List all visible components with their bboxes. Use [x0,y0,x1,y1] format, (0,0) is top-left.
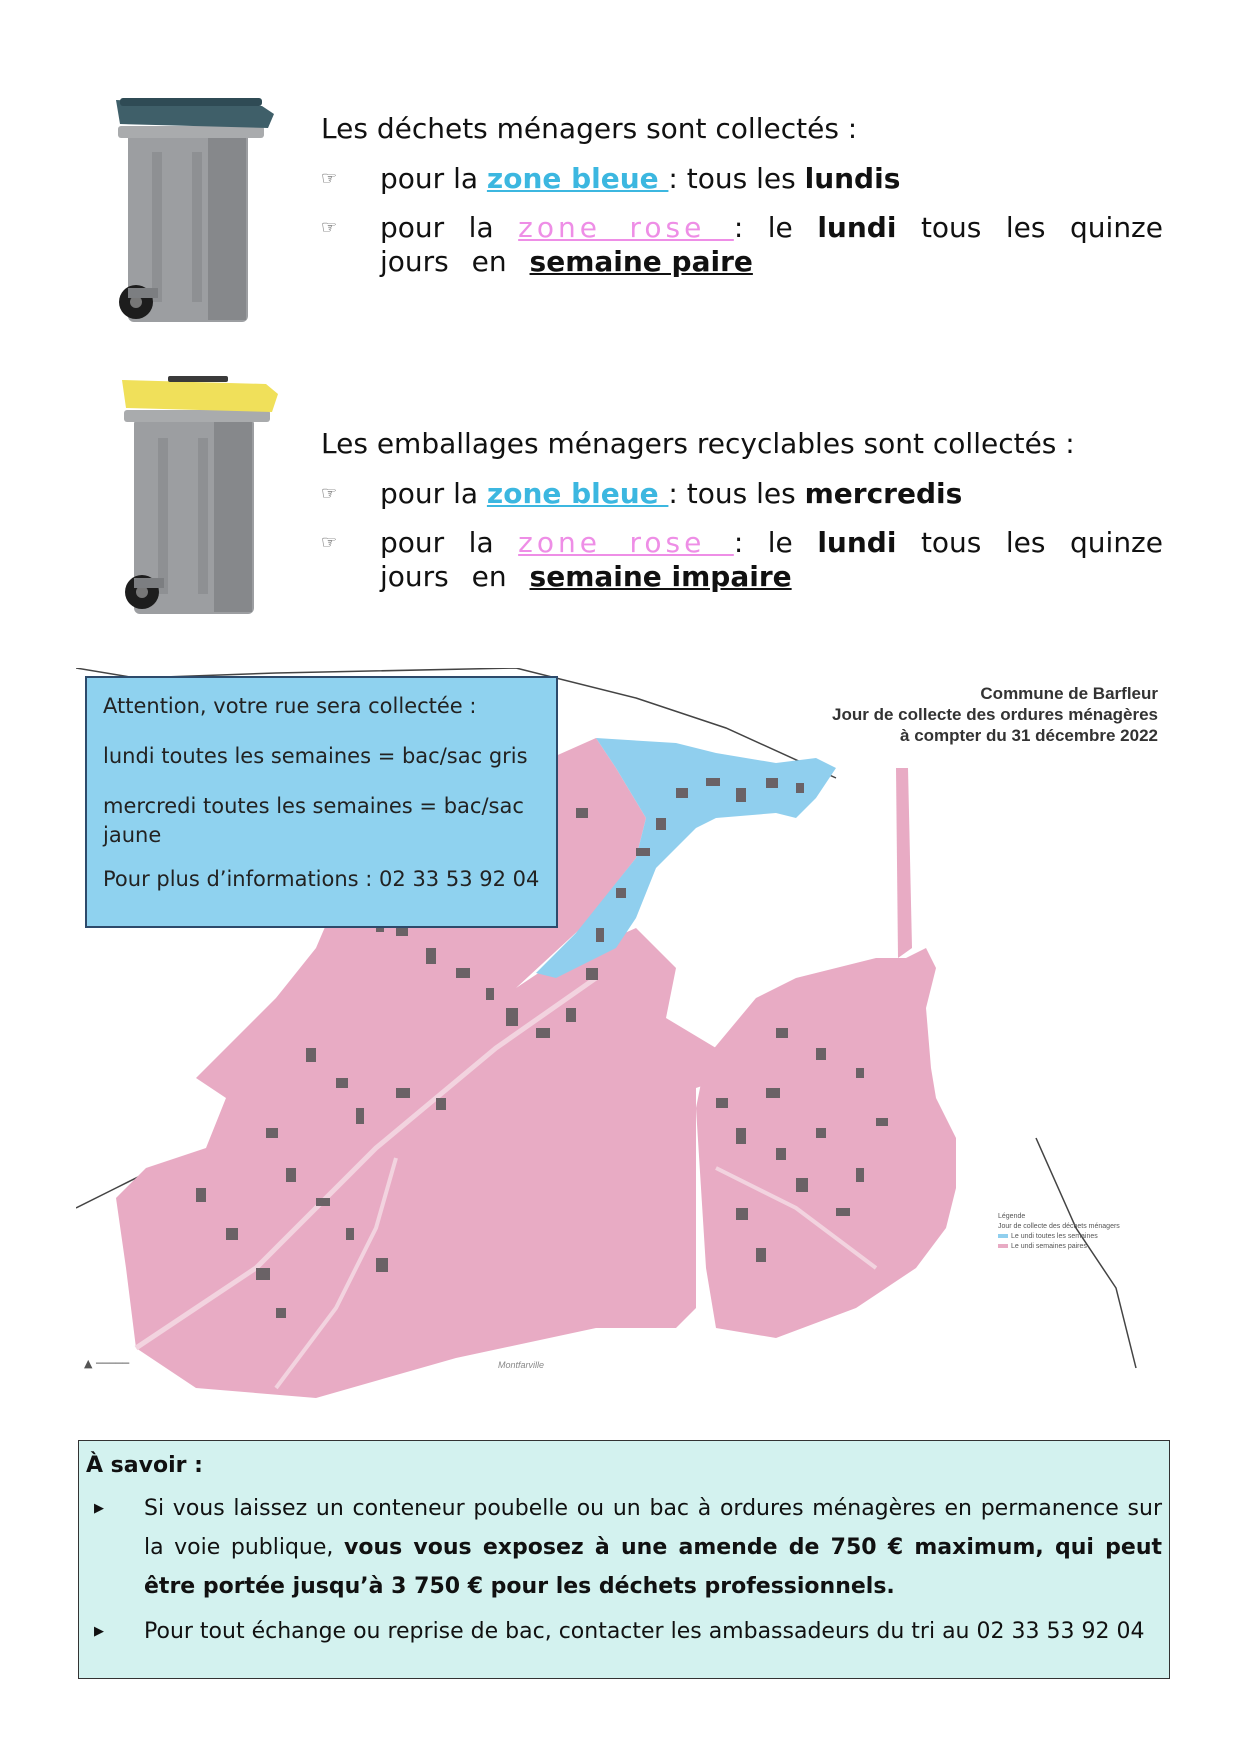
north-arrow-icon: ▲ ───── [84,1357,130,1370]
menagers-heading: Les déchets ménagers sont collectés : [321,112,858,145]
recyclables-line-pink [321,526,1163,594]
legend-label: Le undi toutes les semaines [1011,1233,1098,1240]
legend-item [998,1232,1120,1242]
savoir-text: Pour tout échange ou reprise de bac, contacter les ambassadeurs du tri au 02 33 53 92 04 [144,1619,1145,1644]
legend-title: Légende [998,1213,1026,1220]
recyclables-line-blue [321,477,1163,511]
pointing-hand-icon: ☞ [321,532,338,553]
collection-day: lundis [804,162,901,195]
line-text: : tous les [668,162,805,195]
pointing-hand-icon: ☞ [321,168,338,189]
recyclables-block [321,427,1163,609]
bin-groove [192,152,202,302]
bin-rim [118,126,264,138]
savoir-title: À savoir : [86,1453,203,1478]
info-line: mercredi toutes les semaines = bac/sac jaune [103,794,524,847]
pier [896,768,912,958]
coastline [1036,1138,1136,1368]
pointing-hand-icon: ☞ [321,217,338,238]
map-info-box [85,676,558,928]
info-line: Attention, votre rue sera collectée : [103,694,477,718]
savoir-bold: vous vous exposez à une amende de 750 € maximum, qui peut être portée jusqu’à 3 750 € pour les déchets professionnels. [144,1535,1163,1599]
bin-groove [152,152,162,302]
collection-day: lundi [817,211,897,244]
bin-rim [124,410,270,422]
legend-label: Le undi semaines paires [1011,1243,1087,1250]
grey-lid-bin-image [112,92,280,340]
menagers-line-blue [321,162,1163,196]
bin-handle [120,98,262,106]
line-text: pour la [380,477,487,510]
legend-swatch-blue [998,1234,1008,1238]
recyclables-heading: Les emballages ménagers recyclables sont collectés : [321,427,1075,460]
line-text: pour la [380,526,519,559]
zone-rose-label: zone rose [518,211,734,244]
map-title-line: Jour de collecte des ordures ménagères [832,705,1158,724]
menagers-line-pink [321,211,1163,279]
line-text: tous les quinze jours en [380,211,1163,278]
bin-groove [198,438,208,594]
bin-lid-slot [168,376,228,382]
legend-item [998,1242,1120,1252]
triangle-bullet-icon: ▶ [94,1501,104,1516]
map-title [832,683,1158,746]
collection-day: mercredis [804,477,963,510]
savoir-item [86,1489,1162,1606]
zone-bleue-label: zone bleue [486,162,669,195]
map-title-line: Commune de Barfleur [980,684,1158,703]
info-line: lundi toutes les semaines = bac/sac gris [103,744,528,768]
zone-bleue-label: zone bleue [486,477,669,510]
week-parity: semaine impaire [529,560,792,593]
legend-subtitle: Jour de collecte des déchets ménagers [998,1223,1120,1230]
collection-day: lundi [817,526,897,559]
pointing-hand-icon: ☞ [321,483,338,504]
line-text: pour la [380,162,487,195]
triangle-bullet-icon: ▶ [94,1624,104,1639]
bin-body-shade [214,420,252,612]
savoir-box [78,1440,1170,1679]
bin-body-shade [208,134,246,320]
bin-lid [122,380,278,412]
bin-groove [158,438,168,594]
line-text: : tous les [668,477,805,510]
savoir-text: Si vous laissez un conteneur poubelle ou un bac à ordures ménagères en permanence sur la voie publique, [144,1496,1162,1560]
info-phone: Pour plus d’informations : 02 33 53 92 04 [103,867,540,891]
pink-zone [696,948,956,1338]
legend-swatch-pink [998,1244,1008,1248]
savoir-item [86,1612,1162,1651]
line-text: : le [733,526,818,559]
line-text: pour la [380,211,519,244]
line-text: tous les quinze jours en [380,526,1163,593]
map-title-line: à compter du 31 décembre 2022 [900,726,1158,745]
bin-axle [128,288,158,298]
week-parity: semaine paire [529,245,753,278]
menagers-block [321,112,1163,294]
map-legend [998,1212,1120,1252]
bin-axle [134,578,164,588]
zone-rose-label: zone rose [518,526,734,559]
map-place-label: Montfarville [498,1360,545,1370]
yellow-lid-bin-image [118,372,286,634]
line-text: : le [733,211,818,244]
